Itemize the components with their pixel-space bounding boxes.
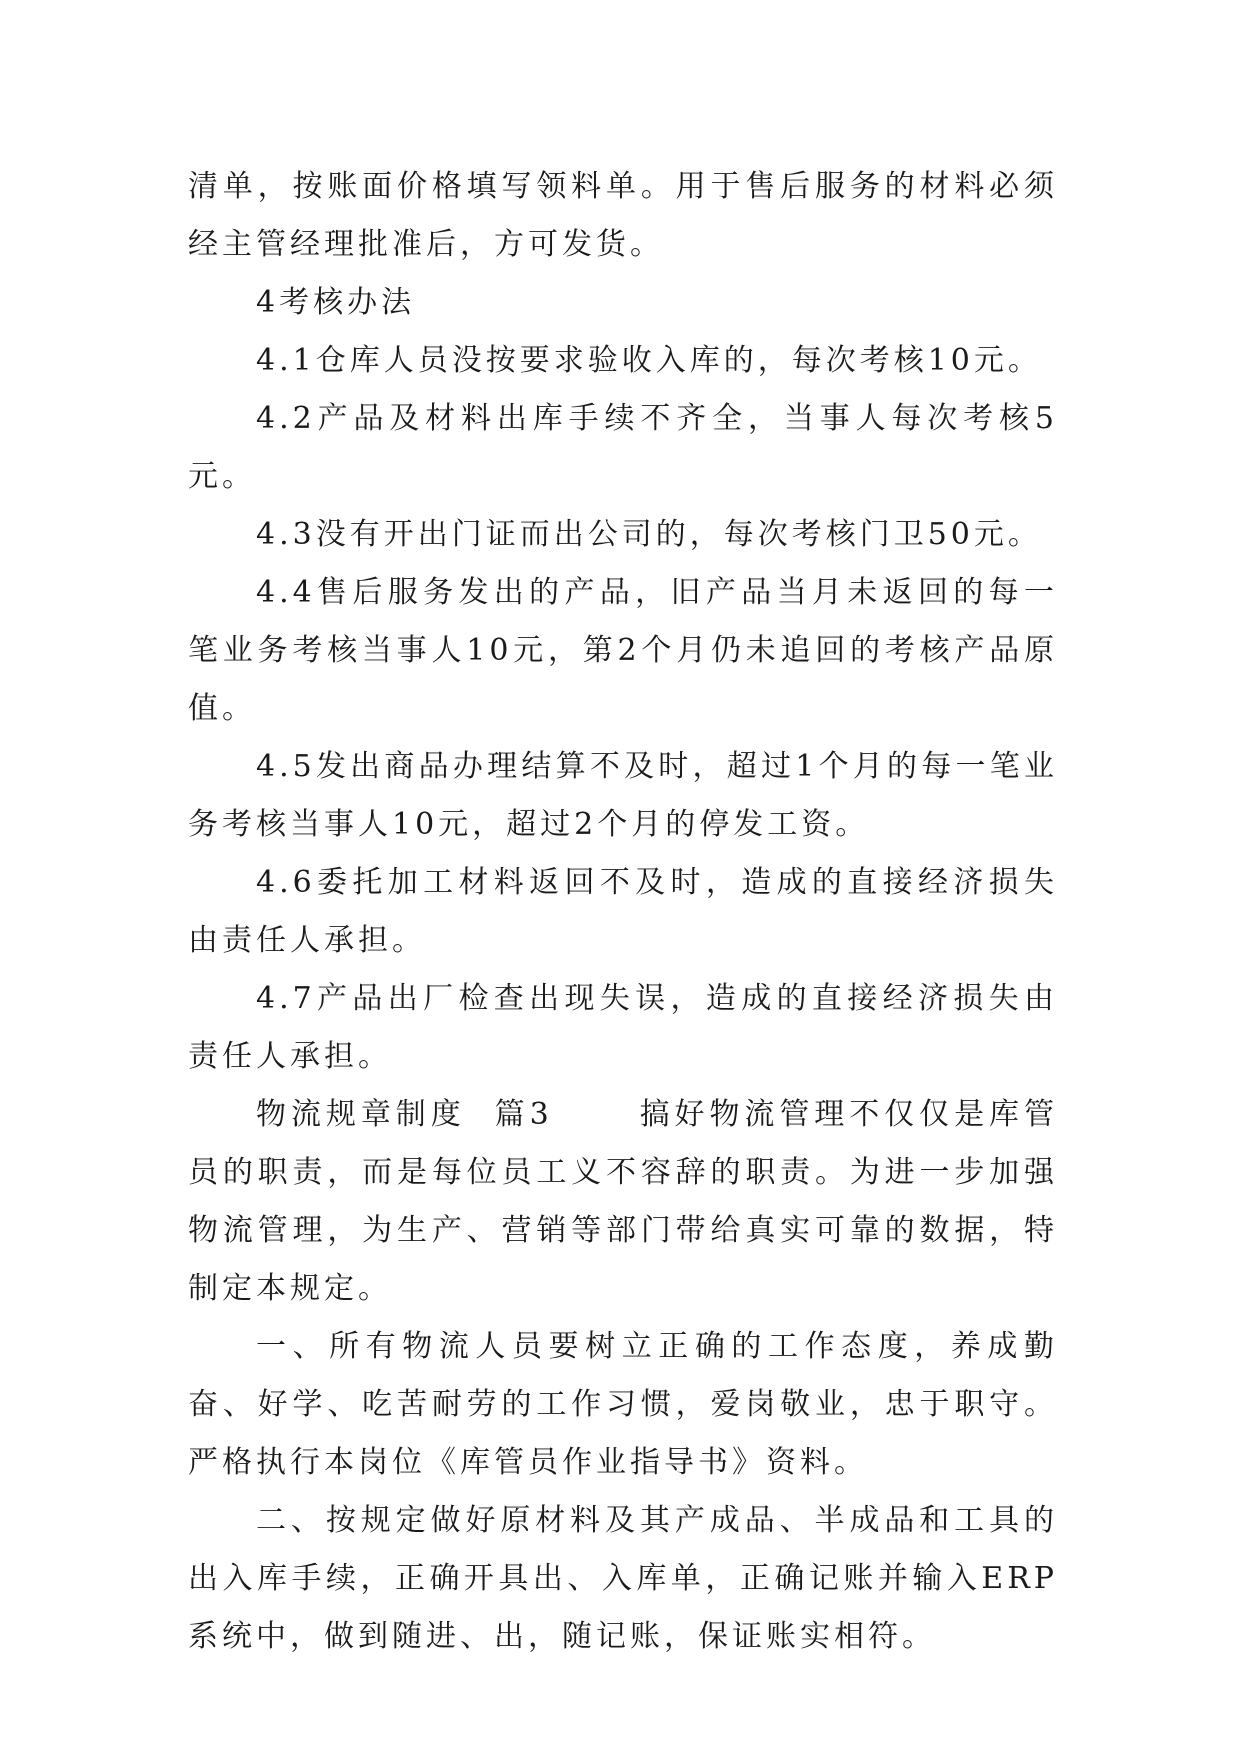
document-body bbox=[188, 158, 1058, 1666]
paragraph-rule-2: 二、按规定做好原材料及其产成品、半成品和工具的出入库手续，正确开具出、入库单，正确记账并输入ERP系统中，做到随进、出，随记账，保证账实相符。 bbox=[188, 1503, 1058, 1654]
paragraph-4-5: 4.5发出商品办理结算不及时，超过1个月的每一笔业务考核当事人10元，超过2个月的停发工资。 bbox=[188, 749, 1058, 842]
paragraph-chapter-3-intro: 物流规章制度 篇3 搞好物流管理不仅仅是库管员的职责，而是每位员工义不容辞的职责。为进一步加强物流管理，为生产、营销等部门带给真实可靠的数据，特制定本规定。 bbox=[188, 1097, 1058, 1306]
paragraph-4-1: 4.1仓库人员没按要求验收入库的，每次考核10元。 bbox=[256, 343, 1042, 378]
paragraph-4-4: 4.4售后服务发出的产品，旧产品当月未返回的每一笔业务考核当事人10元，第2个月仍未追回的考核产品原值。 bbox=[188, 575, 1058, 726]
paragraph-4-7: 4.7产品出厂检查出现失误，造成的直接经济损失由责任人承担。 bbox=[188, 981, 1058, 1074]
paragraph-1: 清单，按账面价格填写领料单。用于售后服务的材料必须经主管经理批准后，方可发货。 bbox=[188, 169, 1058, 262]
paragraph-4-2: 4.2产品及材料出库手续不齐全，当事人每次考核5元。 bbox=[188, 401, 1058, 494]
paragraph-rule-1: 一、所有物流人员要树立正确的工作态度，养成勤奋、好学、吃苦耐劳的工作习惯，爱岗敬业，忠于职守。严格执行本岗位《库管员作业指导书》资料。 bbox=[188, 1329, 1058, 1480]
paragraph-4-6: 4.6委托加工材料返回不及时，造成的直接经济损失由责任人承担。 bbox=[188, 865, 1058, 958]
paragraph-4-3: 4.3没有开出门证而出公司的，每次考核门卫50元。 bbox=[256, 517, 1042, 552]
section-heading-4: 4考核办法 bbox=[256, 285, 416, 320]
